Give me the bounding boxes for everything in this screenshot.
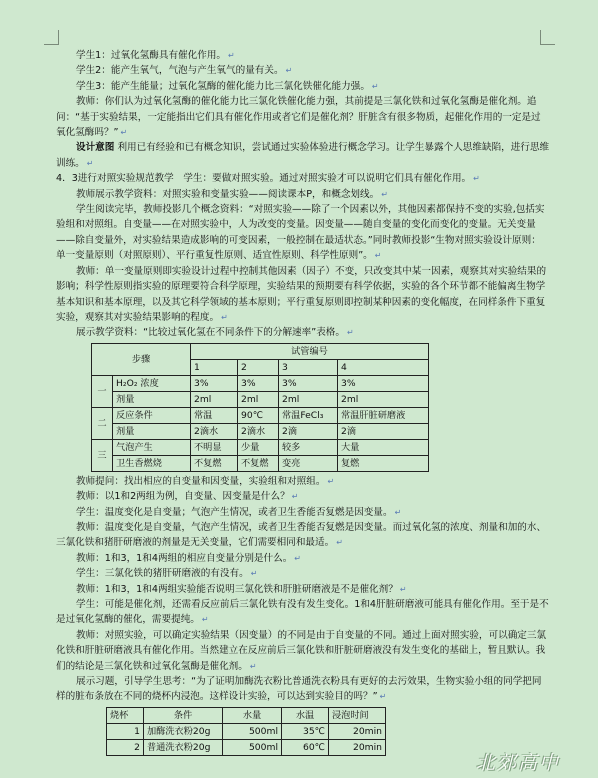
table-header-cell: 条件 [144, 707, 223, 723]
table-cell: 常温 [191, 407, 238, 423]
paragraph: 4．3进行对照实验规范教学 学生：要做对照实验。通过对照实验才可以说明它们具有催化作用。 ↵ [56, 173, 480, 185]
table-cell: 1 [191, 359, 238, 375]
design-intent-label: 设计意图 [76, 142, 115, 154]
table-cell: 常温FeCl₃ [279, 407, 338, 423]
paragraph: 学生1：过氧化氢酶具有催化作用。 ↵ [76, 50, 235, 61]
tube-header-cell: 试管编号 [191, 343, 429, 359]
table-cell: 500ml [223, 723, 282, 739]
group-cell: 三 [92, 439, 113, 471]
table-row [92, 455, 429, 471]
table-header-cell: 烧杯 [107, 707, 144, 723]
paragraph: 学生阅读完毕，教师投影几个概念资料：“对照实验——除了一个因素以外，其他因素都保持不变的实验,包括实验组和对照组。自变量——在对照实验中，人为改变的变量。因变量——随自变量的变化而变化的变量。无关变量——除自变量外，对实验结果造成影响的可变因素，一般控制在最适状态。”同时教师投影“生物对照实验设计原则：单一变量原则（对照原则）、平行重复性原则、适宜性原则、科学性原则”。 ↵ [56, 204, 545, 262]
paragraph: 学生：可能是催化剂，还需看反应前后三氯化铁有没有发生变化。1和4肝脏研磨液可能具有催化作用。至于是不是过氧化氢酶的催化，需要提纯。 ↵ [56, 598, 549, 626]
table-cell: 反应条件 [113, 407, 191, 423]
table-cell: 3 [279, 359, 338, 375]
paragraph: 教师：温度变化是自变量，气泡产生情况，或者卫生香能否复燃是因变量。而过氧化氢的浓度、剂量和加的水、三氯化铁和猪肝研磨液的剂量是无关变量，它们需要相同和最适。 ↵ [56, 521, 547, 549]
paragraph: 教师：你们认为过氧化氢酶的催化能力比三氯化铁催化能力强，其前提是三氯化铁和过氧化氢酶是催化剂。追问：“基于实验结果，一定能指出它们具有催化作用或者它们是催化剂？肝脏含有很多物质，起催化作用的一定是过氧化氢酶吗？” ↵ [56, 96, 541, 139]
table-cell: 较多 [279, 439, 338, 455]
table-row [107, 739, 386, 755]
paragraph: 教师：对照实验，可以确定实验结果（因变量）的不同是由于自变量的不同。通过上面对照实验，可以确定三氯化铁和肝脏研磨液具有催化作用。当然建立在反应前后三氯化铁和肝脏研磨液没有发生变化的基础上，暂且默认。我们的结论是三氯化铁和过氧化氢酶是催化剂。 ↵ [56, 629, 547, 672]
page-corner-mark-top-right [540, 30, 555, 45]
document-body[interactable] [56, 48, 550, 756]
paragraph: 教师：单一变量原则即实验设计过程中控制其他因素（因子）不变，只改变其中某一因素，观察其对实验结果的影响；科学性原则指实验的原理要符合科学原理，实验结果的预期要有科学依据，实验的各个环节都不能偏离生物学基本知识和基本原理，以及其它科学领域的基本原则；平行重复原则即控制某种因素的变化幅度，在同样条件下重复实验，观察其对实验结果影响的程度。 ↵ [56, 265, 547, 323]
table-cell: 变亮 [279, 455, 338, 471]
paragraph: 教师：1和3，1和4两组实验能否说明三氯化铁和肝脏研磨液是不是催化剂？ ↵ [76, 583, 407, 595]
table-cell: 500ml [223, 739, 282, 755]
table-cell: 复燃 [338, 455, 429, 471]
table-cell: 3% [238, 375, 279, 391]
table-cell: 20min [329, 739, 386, 755]
table-cell: 20min [329, 723, 386, 739]
table-cell: 普通洗衣粉20g [144, 739, 223, 755]
detergent-table [106, 707, 386, 756]
table-cell: H₂O₂ 浓度 [113, 375, 191, 391]
paragraph: 学生2：能产生氧气，气泡与产生氧气的量有关。 ↵ [76, 65, 293, 77]
table-cell: 剂量 [113, 391, 191, 407]
paragraph: 展示习题，引导学生思考：“为了证明加酶洗衣粉比普通洗衣粉具有更好的去污效果，生物实验小组的同学把同样的脏布条放在不同的烧杯内浸泡。这样设计实验，可以达到实验目的吗？” ↵ [56, 676, 542, 703]
table-cell: 2滴水 [238, 423, 279, 439]
table-row [92, 391, 429, 407]
table-cell: 常温肝脏研磨液 [338, 407, 429, 423]
experiment-table [91, 343, 429, 472]
group-cell: 一 [92, 375, 113, 407]
table-cell: 加酶洗衣粉20g [144, 723, 223, 739]
table-header-cell: 水温 [282, 707, 329, 723]
table-cell: 2滴 [279, 423, 338, 439]
table-cell: 2 [107, 739, 144, 755]
paragraph: 教师提问：找出相应的自变量和因变量，实验组和对照组。 ↵ [76, 475, 335, 487]
table-cell: 不明显 [191, 439, 238, 455]
table-cell: 3% [191, 375, 238, 391]
table-row [92, 423, 429, 439]
paragraph: 学生：温度变化是自变量；气泡产生情况，或者卫生香能否复燃是因变量。 ↵ [76, 506, 402, 518]
table-cell: 90℃ [238, 407, 279, 423]
table-cell: 大量 [338, 439, 429, 455]
table-cell: 2滴水 [191, 423, 238, 439]
table-cell: 剂量 [113, 423, 191, 439]
paragraph: 教师：以1和2两组为例，自变量、因变量是什么？ ↵ [76, 491, 299, 503]
table-cell: 2ml [279, 391, 338, 407]
table-header-cell: 浸泡时间 [329, 707, 386, 723]
table-row [107, 723, 386, 739]
watermark-logo: 北郊高中 [476, 752, 561, 774]
table-cell: 不复燃 [191, 455, 238, 471]
table-cell: 气泡产生 [113, 439, 191, 455]
paragraph-design-intent: 设计意图 利用已有经验和已有概念知识，尝试通过实验体验进行概念学习。让学生暴露个人思维缺陷，进行思维训练。 ↵ [56, 142, 550, 169]
table-cell: 2 [238, 359, 279, 375]
table-header-cell: 水量 [223, 707, 282, 723]
table-cell: 2ml [338, 391, 429, 407]
table-cell: 少量 [238, 439, 279, 455]
table-cell: 2ml [238, 391, 279, 407]
table-cell: 卫生香燃烧 [113, 455, 191, 471]
page-corner-mark-top-left [44, 30, 59, 45]
table-row [92, 343, 429, 359]
paragraph: 教师展示教学资料：对照实验和变量实验——阅读课本P，和概念划线。 ↵ [76, 188, 388, 200]
table-row [92, 375, 429, 391]
table-cell: 3% [279, 375, 338, 391]
table-cell: 4 [338, 359, 429, 375]
table-row [92, 407, 429, 423]
table-cell: 2ml [191, 391, 238, 407]
table-cell: 2滴 [338, 423, 429, 439]
table-cell: 3% [338, 375, 429, 391]
table-row [107, 707, 386, 723]
table-cell: 60℃ [282, 739, 329, 755]
paragraph: 教师：1和3，1和4两组的相应自变量分别是什么。 ↵ [76, 552, 301, 564]
group-cell: 二 [92, 407, 113, 439]
table-row [92, 439, 429, 455]
table-cell: 35℃ [282, 723, 329, 739]
table-cell: 不复燃 [238, 455, 279, 471]
paragraph: 学生：三氯化铁的猪肝研磨液的有没有。 ↵ [76, 568, 258, 580]
table-cell: 1 [107, 723, 144, 739]
step-header-cell: 步骤 [92, 343, 191, 375]
paragraph: 展示教学资料：“比较过氧化氢在不同条件下的分解速率”表格。 ↵ [76, 327, 354, 339]
paragraph: 学生3：能产生能量；过氧化氢酶的催化能力比三氯化铁催化能力强。 ↵ [76, 80, 379, 92]
